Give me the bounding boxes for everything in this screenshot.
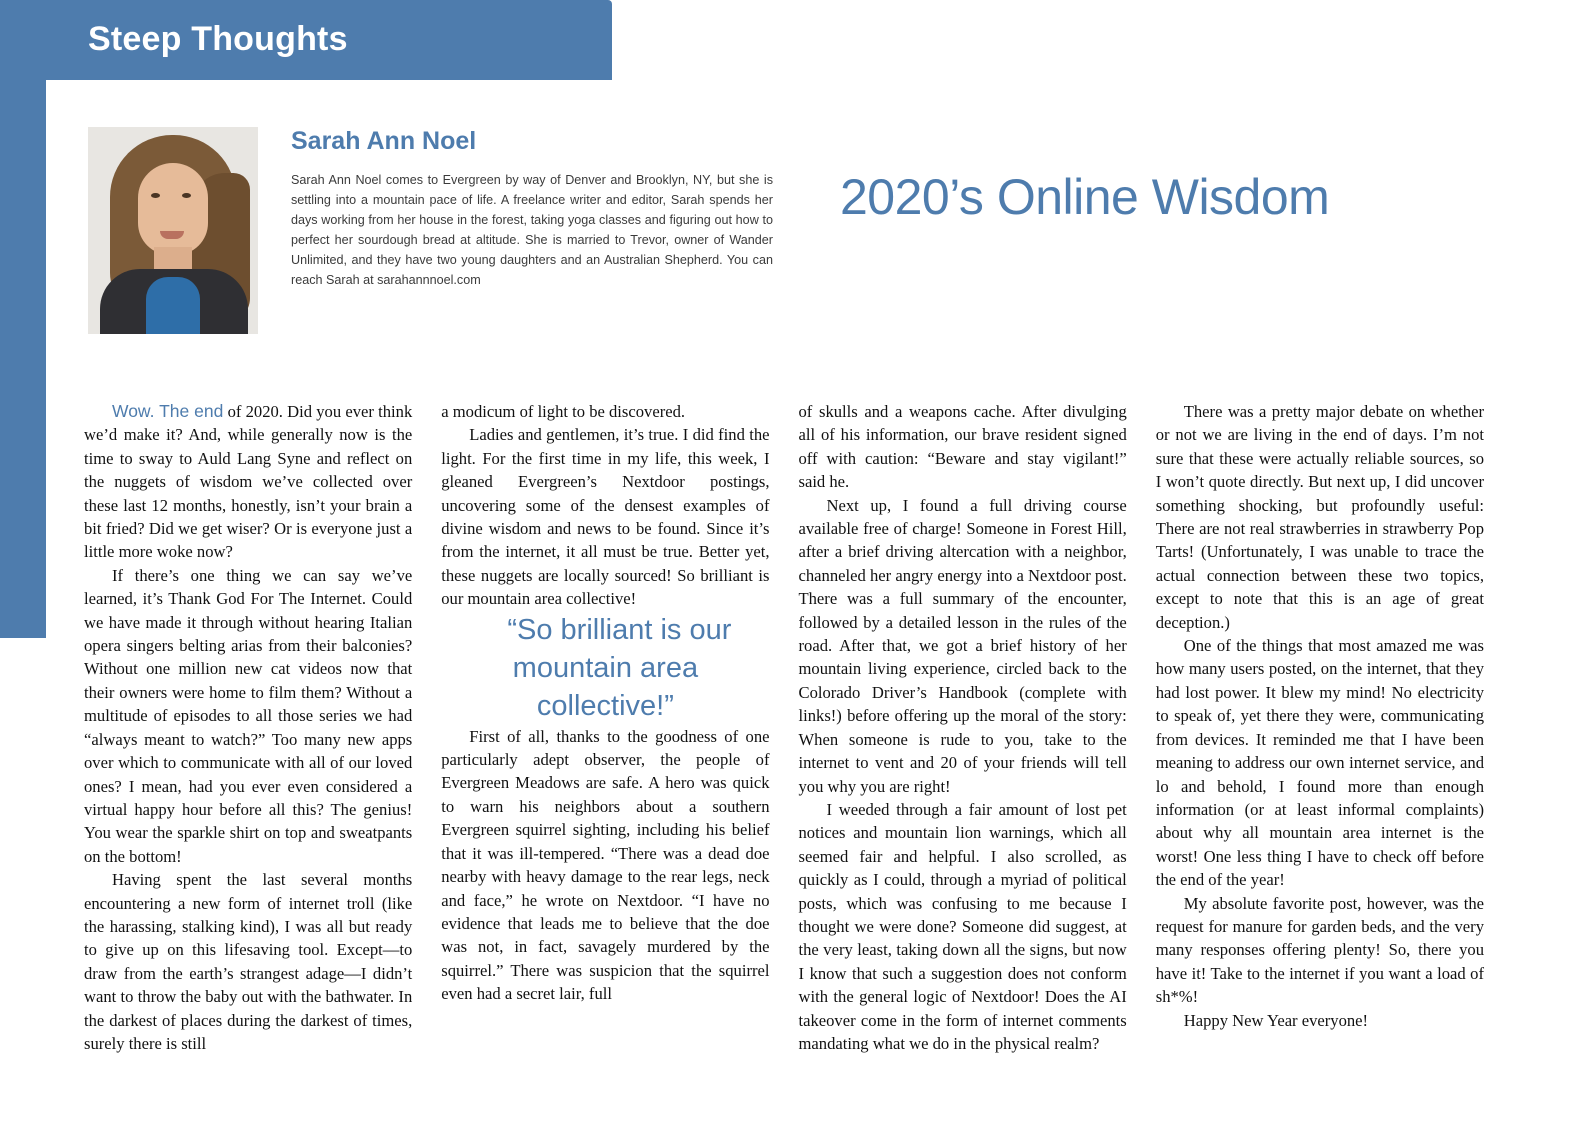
paragraph <box>84 400 412 564</box>
paragraph: Having spent the last several months encountering a new form of internet troll (like the harassing, stalking kind), I was all but ready to give up on this lifesaving tool. Except—to draw from the earth’s strangest adage—I didn’t want to throw the baby out with the bathwater. In the darkest of places during the darkest of times, surely there is still <box>84 870 413 1053</box>
photo-face <box>138 163 208 255</box>
column-3 <box>799 400 1127 1100</box>
column-2 <box>441 400 769 1100</box>
paragraph: My absolute favorite post, however, was the request for manure for garden beds, and the very many responses offering plenty! So, there you have it! Take to the internet if you want a load of sh*%! <box>1155 893 1484 1007</box>
paragraph: Happy New Year everyone! <box>1183 1010 1369 1030</box>
paragraph: a modicum of light to be discovered. <box>441 402 686 421</box>
author-bio: Sarah Ann Noel comes to Evergreen by way of Denver and Brooklyn, NY, but she is settling into a mountain pace of life. A freelance writer and editor, Sarah spends her days working from her house in the forest, taking yoga classes and figuring out how to perfect her sourdough bread at altitude. She is married to Trevor, owner of Wander Unlimited, and they have two young daughters and an Australian Shepherd. You can reach Sarah at sarahannnoel.com <box>291 173 773 287</box>
photo-shirt <box>146 277 200 334</box>
author-photo <box>88 127 258 334</box>
paragraph: If there’s one thing we can say we’ve learned, it’s Thank God For The Internet. Could we have made it through without hearing Italian opera singers belting arias from their balconies? Without one million new cat videos now that their owners were home to film them? Without a multitude of episodes to all those series we had “always meant to watch?” Too many new apps over which to communicate with all of our loved ones? I mean, had you ever even considered a virtual happy hour before all this? The genius! You wear the sparkle shirt on top and sweatpants on the bottom! <box>84 565 413 866</box>
paragraph: of skulls and a weapons cache. After divulging all of his information, our brave resident signed off with caution: “Beware and stay vigilant!” said he. <box>798 402 1127 492</box>
paragraph: Ladies and gentlemen, it’s true. I did find the light. For the first time in my life, this week, I gleaned Evergreen’s Nextdoor postings, uncovering some of the densest examples of divine wisdom and news to be found. Since it’s from the internet, it all must be true. Better yet, these nuggets are locally sourced! So brilliant is our mountain area collective! <box>441 425 770 609</box>
photo-eye-left <box>151 193 160 198</box>
photo-eye-right <box>182 193 191 198</box>
paragraph: One of the things that most amazed me was how many users posted, on the internet, that they had lost power. It blew my mind! No electricity to speak of, yet there they were, communicating from devices. It reminded me that I have been meaning to address our own internet service, and lo and behold, I found more than enough information (or at least informal complaints) about why all mountain area internet is the worst! One less thing I have to check off before the end of the year! <box>1155 636 1484 890</box>
left-accent-bar <box>0 0 46 638</box>
paragraph: I weeded through a fair amount of lost pet notices and mountain lion warnings, which all seemed fair and helpful. I also scrolled, as quickly as I could, through a myriad of political posts, which was confusing to me because I thought we were done? Someone did suggest, at the very least, taking down all the signs, but now I know that such a suggestion does not conform with the general logic of Nextdoor! Does the AI takeover come in the form of internet comments mandating what we do in the physical realm? <box>798 799 1127 1053</box>
paragraph: There was a pretty major debate on whether or not we are living in the end of days. I’m not sure that these were actually reliable sources, so I won’t quote directly. But next up, I did uncover something shocking, but profoundly useful: There are not real strawberries in strawberry Pop Tarts! (Unfortunately, I was unable to trace the actual connection between these two topics, except to note that this is an age of great deception.) <box>1155 402 1484 632</box>
article-body <box>84 400 1484 1100</box>
article-headline: 2020’s Online Wisdom <box>840 169 1330 225</box>
section-title: Steep Thoughts <box>88 20 348 58</box>
paragraph: First of all, thanks to the goodness of one particularly adept observer, the people of Evergreen Meadows are safe. A hero was quick to warn his neighbors about a southern Evergreen squirrel sighting, including his belief that it was ill-tempered. “There was a dead doe nearby with heavy damage to the rear legs, neck and face,” he wrote on Nextdoor. “I have no evidence that leads me to believe that the doe was not, in fact, savagely murdered by the squirrel.” There was suspicion that the squirrel even had a secret lair, full <box>441 726 770 1004</box>
paragraph-text: of 2020. Did you ever think we’d make it? And, while generally now is the time to sway to Auld Lang Syne and reflect on the nuggets of wisdom we’ve collected over these last 12 months, honestly, isn’t your brain a bit fried? Did we get wiser? Or is everyone just a little more woke now? <box>84 402 413 562</box>
header-notch <box>46 80 612 114</box>
column-4 <box>1156 400 1484 1100</box>
paragraph: Next up, I found a full driving course available free of charge! Someone in Forest Hill, after a brief driving altercation with a neighbor, channeled her angry energy into a Nextdoor post. There was a full summary of the encounter, followed by a detailed lesson in the rules of the road. After that, we got a brief history of her mountain living experience, circled back to the Colorado Driver’s Handbook (complete with links!) before offering up the moral of the story: When someone is rude to you, take to the internet to vent and 20 of your friends will tell you why you are right! <box>798 495 1127 796</box>
pull-quote: “So brilliant is our mountain area collective!” <box>507 613 732 722</box>
author-name: Sarah Ann Noel <box>291 127 477 155</box>
lead-in-text: Wow. The end <box>112 401 224 421</box>
column-1 <box>84 400 412 1100</box>
